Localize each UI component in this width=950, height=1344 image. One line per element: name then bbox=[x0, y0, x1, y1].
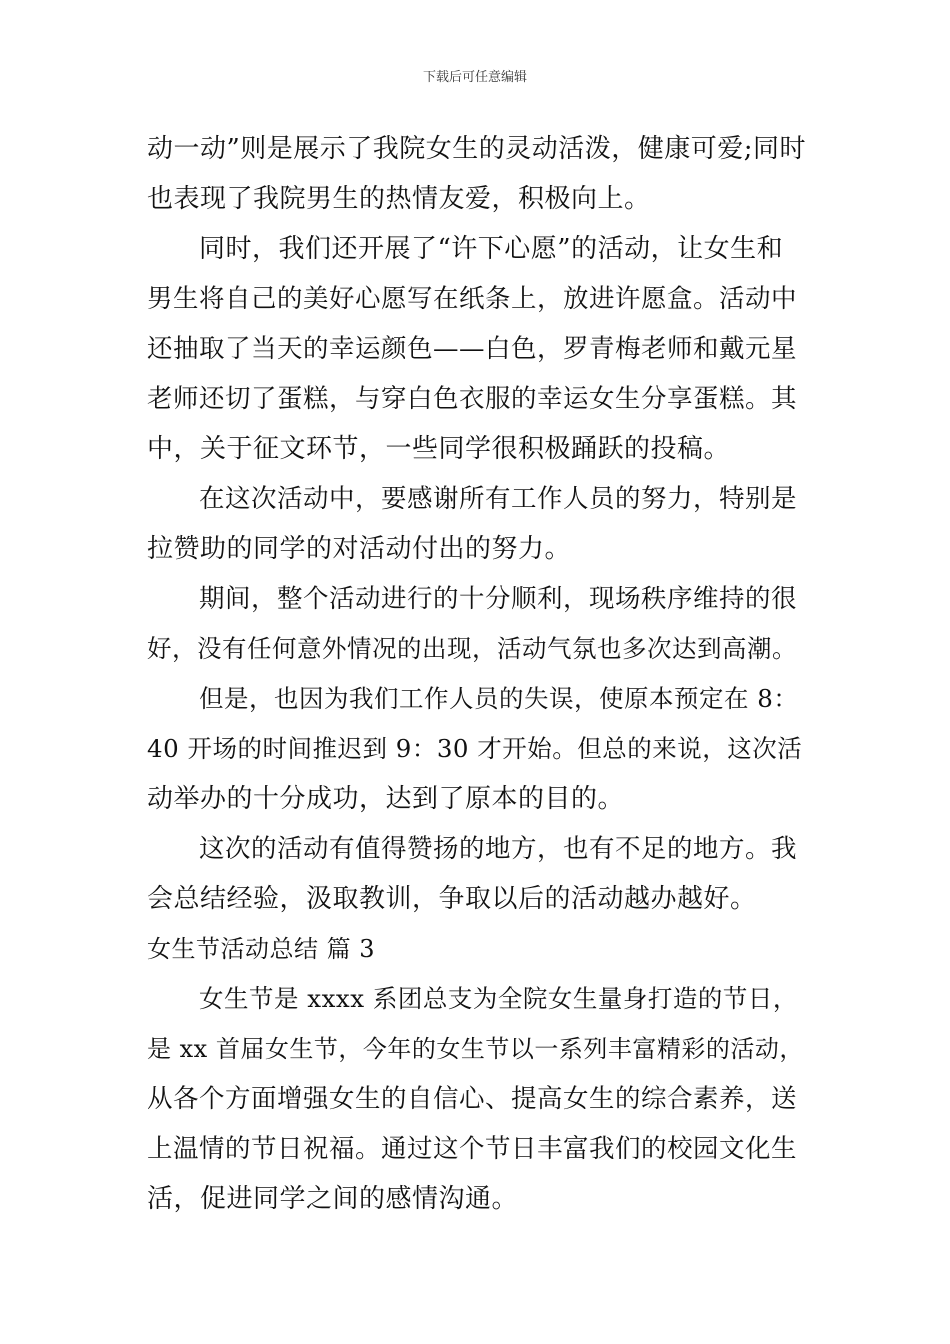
text-line: 这次的活动有值得赞扬的地方，也有不足的地方。我 bbox=[199, 834, 798, 864]
text-line: 40 开场的时间推迟到 9：30 才开始。但总的来说，这次活 bbox=[147, 734, 803, 763]
text-line: 是 xx 首届女生节，今年的女生节以一系列丰富精彩的活动， bbox=[147, 1035, 804, 1063]
text-line: 还抽取了当天的幸运颜色——白色，罗青梅老师和戴元星 bbox=[147, 334, 798, 364]
text-line: 男生将自己的美好心愿写在纸条上，放进许愿盒。活动中 bbox=[147, 284, 798, 314]
text-line: 同时，我们还开展了“许下心愿”的活动，让女生和 bbox=[199, 234, 784, 264]
page-header: 下载后可任意编辑 bbox=[422, 70, 527, 85]
text-line: 也表现了我院男生的热情友爱，积极向上。 bbox=[147, 184, 651, 214]
text-line: 动一动”则是展示了我院女生的灵动活泼，健康可爱;同时 bbox=[147, 134, 807, 164]
text-line: 老师还切了蛋糕，与穿白色衣服的幸运女生分享蛋糕。其 bbox=[147, 384, 798, 414]
text-line: 女生节是 xxxx 系团总支为全院女生量身打造的节日， bbox=[199, 984, 798, 1013]
text-line: 在这次活动中，要感谢所有工作人员的努力，特别是 bbox=[199, 484, 798, 514]
text-line: 但是，也因为我们工作人员的失误，使原本预定在 8： bbox=[199, 684, 799, 713]
text-line: 从各个方面增强女生的自信心、提高女生的综合素养，送 bbox=[147, 1084, 798, 1114]
text-line: 会总结经验，汲取教训，争取以后的活动越办越好。 bbox=[147, 884, 757, 914]
text-line: 中，关于征文环节，一些同学很积极踊跃的投稿。 bbox=[147, 434, 731, 464]
section-heading: 女生节活动总结 篇 3 bbox=[147, 935, 376, 963]
text-line: 动举办的十分成功，达到了原本的目的。 bbox=[147, 784, 625, 814]
text-line: 拉赞助的同学的对活动付出的努力。 bbox=[147, 534, 572, 564]
text-line: 上温情的节日祝福。通过这个节日丰富我们的校园文化生 bbox=[147, 1134, 798, 1164]
document-body bbox=[147, 128, 807, 1228]
text-line: 活，促进同学之间的感情沟通。 bbox=[147, 1184, 519, 1214]
text-line: 好，没有任何意外情况的出现，活动气氛也多次达到高潮。 bbox=[147, 634, 797, 663]
text-line: 期间，整个活动进行的十分顺利，现场秩序维持的很 bbox=[199, 584, 798, 614]
